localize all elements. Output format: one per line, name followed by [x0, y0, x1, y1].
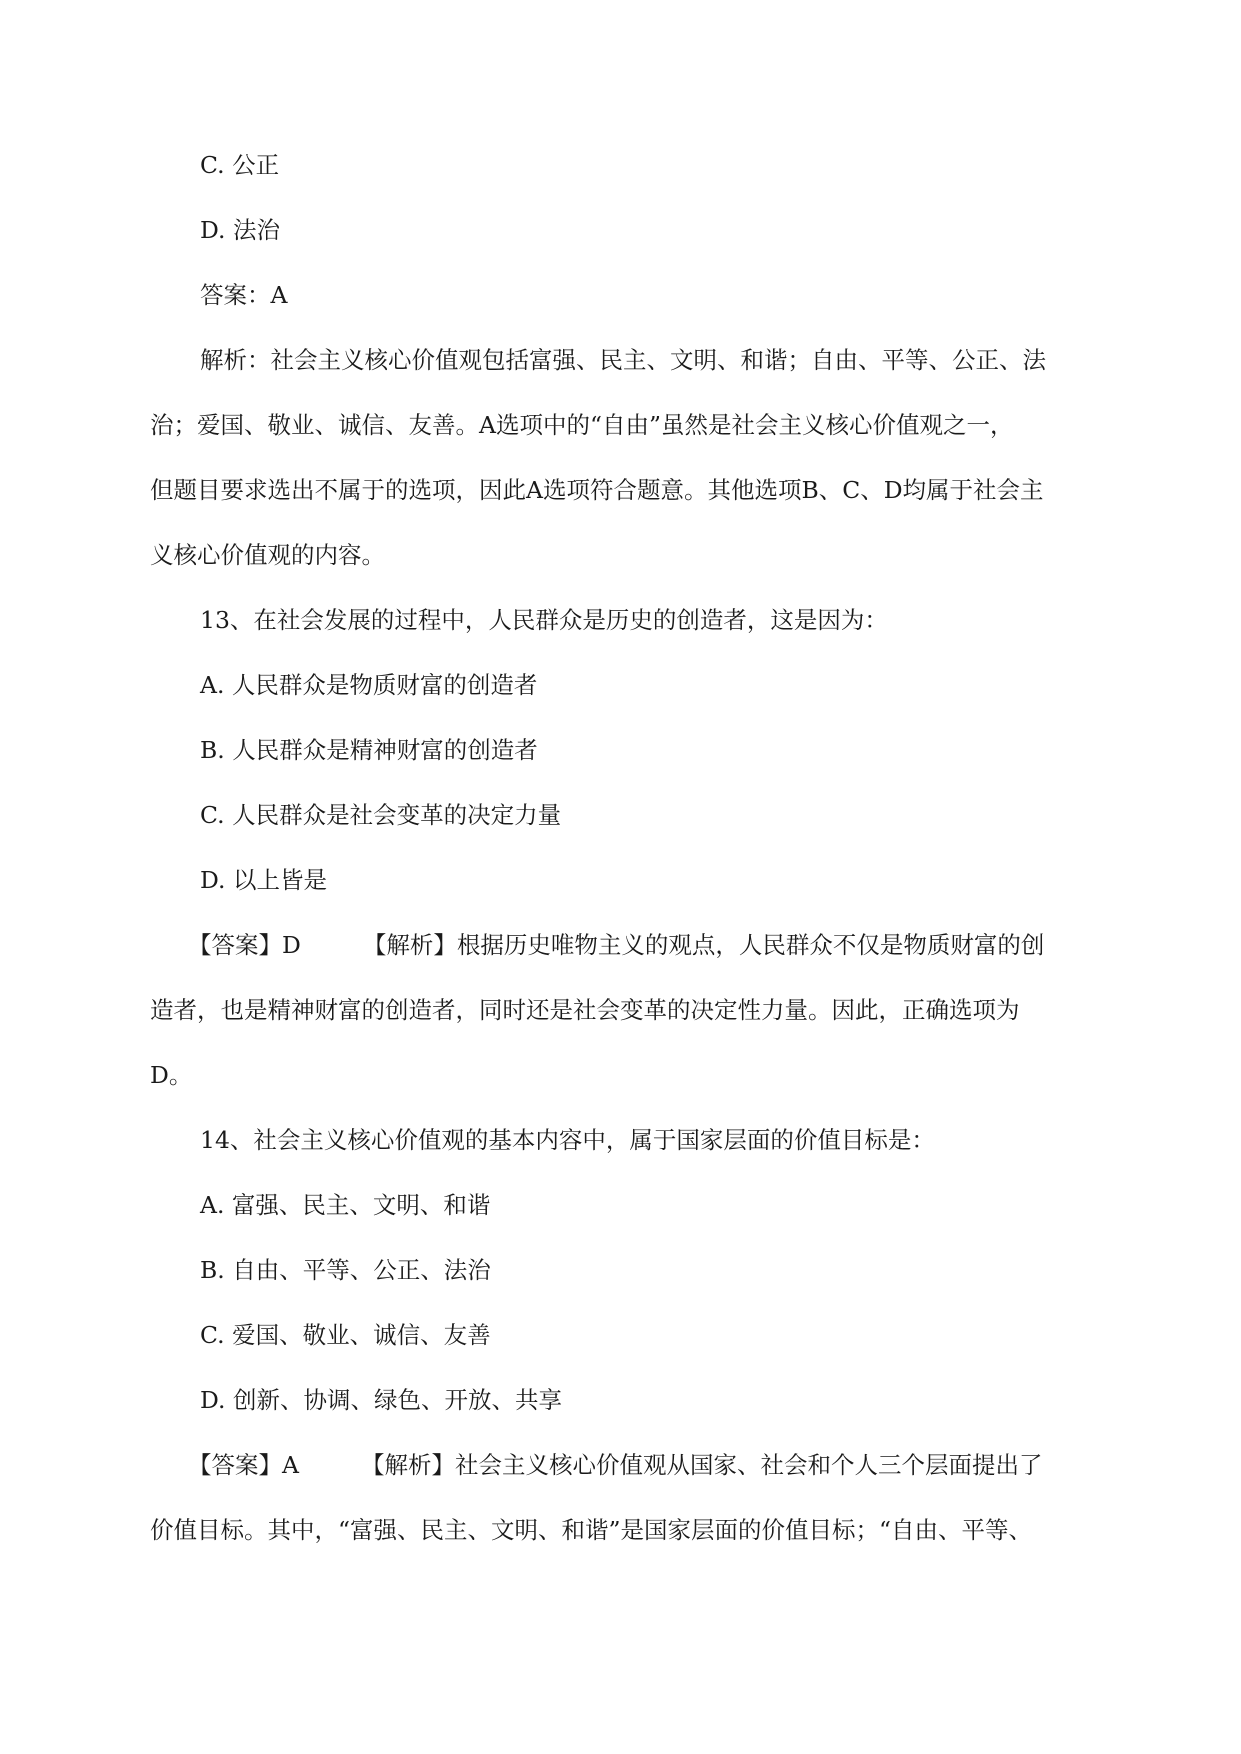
q13-question: 13、在社会发展的过程中，人民群众是历史的创造者，这是因为： — [200, 606, 888, 634]
q13-analysis-line-1: 【解析】根据历史唯物主义的观点，人民群众不仅是物质财富的创 — [362, 931, 1045, 959]
q14-analysis-line-2: 价值目标。其中，“富强、民主、文明、和谐”是国家层面的价值目标；“自由、平等、 — [150, 1516, 1033, 1544]
q12-option-c: C. 公正 — [200, 151, 280, 179]
q14-answer: 【答案】A — [188, 1451, 299, 1479]
q14-analysis-line-1: 【解析】社会主义核心价值观从国家、社会和个人三个层面提出了 — [360, 1451, 1043, 1479]
q14-option-c: C. 爱国、敬业、诚信、友善 — [200, 1321, 491, 1349]
q13-option-b: B. 人民群众是精神财富的创造者 — [200, 736, 538, 764]
q13-analysis-line-2: 造者，也是精神财富的创造者，同时还是社会变革的决定性力量。因此，正确选项为 — [150, 996, 1020, 1024]
q14-option-d: D. 创新、协调、绿色、开放、共享 — [200, 1386, 562, 1414]
q12-analysis-line-3: 但题目要求选出不属于的选项，因此A选项符合题意。其他选项B、C、D均属于社会主 — [150, 476, 1044, 504]
q13-answer-line — [188, 925, 1128, 965]
q14-question: 14、社会主义核心价值观的基本内容中，属于国家层面的价值目标是： — [200, 1126, 935, 1154]
q13-option-d: D. 以上皆是 — [200, 866, 327, 894]
q14-answer-line — [188, 1445, 1128, 1485]
q12-analysis-line-1: 解析：社会主义核心价值观包括富强、民主、文明、和谐；自由、平等、公正、法 — [200, 346, 1046, 374]
q13-analysis-line-3: D。 — [150, 1061, 193, 1089]
q14-option-b: B. 自由、平等、公正、法治 — [200, 1256, 491, 1284]
q13-option-a: A. 人民群众是物质财富的创造者 — [200, 671, 538, 699]
q12-analysis-line-2: 治；爱国、敬业、诚信、友善。A选项中的“自由”虽然是社会主义核心价值观之一， — [150, 411, 1014, 439]
q13-answer: 【答案】D — [188, 931, 301, 959]
q13-option-c: C. 人民群众是社会变革的决定力量 — [200, 801, 562, 829]
q12-answer: 答案：A — [200, 281, 288, 309]
q14-option-a: A. 富强、民主、文明、和谐 — [200, 1191, 491, 1219]
q12-option-d: D. 法治 — [200, 216, 280, 244]
q12-analysis-line-4: 义核心价值观的内容。 — [150, 541, 385, 569]
